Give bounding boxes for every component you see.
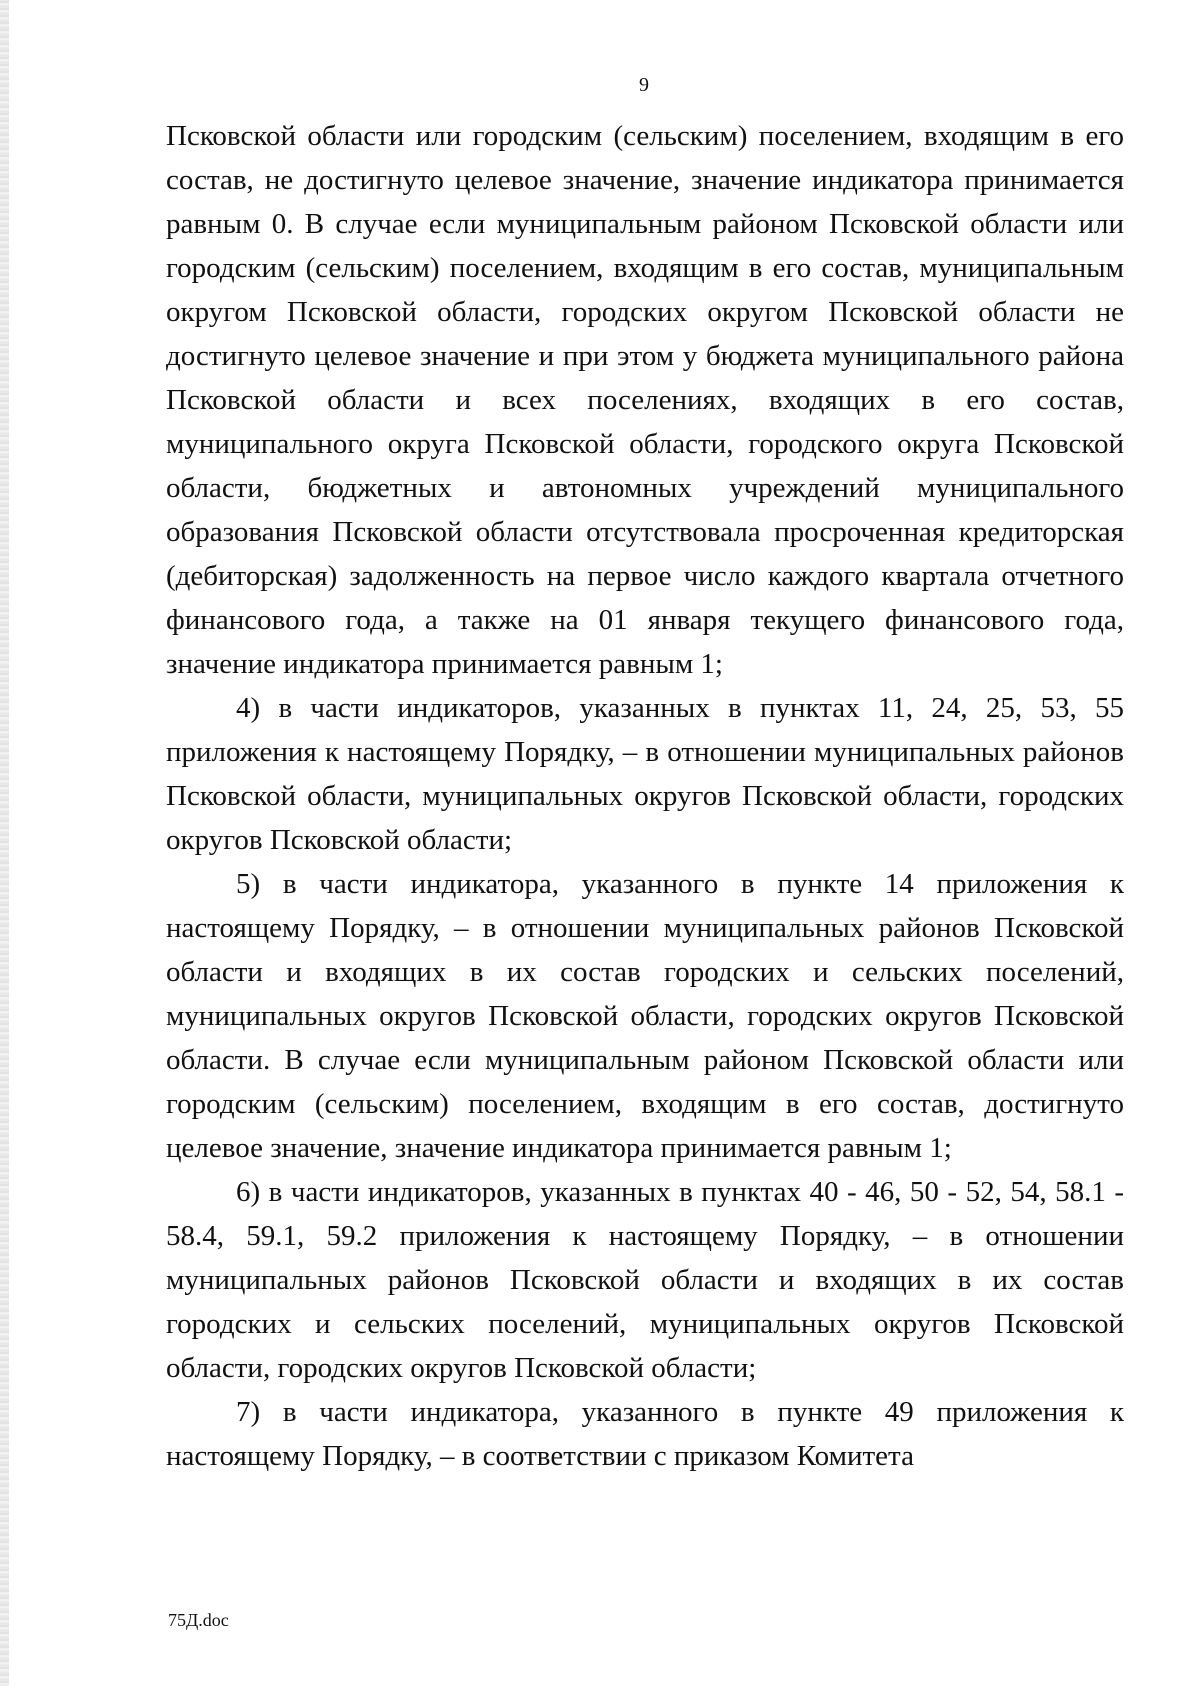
paragraph-item-4: 4) в части индикаторов, указанных в пунктах 11, 24, 25, 53, 55 приложения к настоящему Порядку, – в отношении муниципальных районов Псковской области, муниципальных округов Псковской области, городских округов Псковской области; — [166, 692, 1124, 856]
scan-edge-artifact — [0, 0, 9, 1686]
paragraph-continued: Псковской области или городским (сельским) поселением, входящим в его состав, не достигнуто целевое значение, значение индикатора принимается равным 0. В случае если муниципальным районом Псковской области или городским (сельским) поселением, входящим в его состав, муниципальным округом Псковской области, городских округом Псковской области не достигнуто целевое значение и при этом у бюджета муниципального района Псковской области и всех поселениях, входящих в его состав, муниципального округа Псковской области, городского округа Псковской области, бюджетных и автономных учреждений муниципального образования Псковской области отсутствовала просроченная кредиторская (дебиторская) задолженность на первое число каждого квартала отчетного финансового года, а также на 01 января текущего финансового года, значение индикатора принимается равным 1; — [166, 120, 1124, 680]
page-number: 9 — [639, 74, 649, 96]
paragraph-item-6: 6) в части индикаторов, указанных в пунктах 40 - 46, 50 - 52, 54, 58.1 - 58.4, 59.1, 59.2 приложения к настоящему Порядку, – в отношении муниципальных районов Псковской области и входящих в их состав городских и сельских поселений, муниципальных округов Псковской области, городских округов Псковской области; — [166, 1176, 1124, 1384]
paragraph-item-7: 7) в части индикатора, указанного в пункте 49 приложения к настоящему Порядку, – в соответствии с приказом Комитета — [166, 1396, 1124, 1472]
document-body — [166, 114, 1124, 1478]
paragraph-item-5: 5) в части индикатора, указанного в пункте 14 приложения к настоящему Порядку, – в отношении муниципальных районов Псковской области и входящих в их состав городских и сельских поселений, муниципальных округов Псковской области, городских округов Псковской области. В случае если муниципальным районом Псковской области или городским (сельским) поселением, входящим в его состав, достигнуто целевое значение, значение индикатора принимается равным 1; — [166, 868, 1124, 1164]
footer-file-name: 75Д.doc — [168, 1610, 229, 1630]
